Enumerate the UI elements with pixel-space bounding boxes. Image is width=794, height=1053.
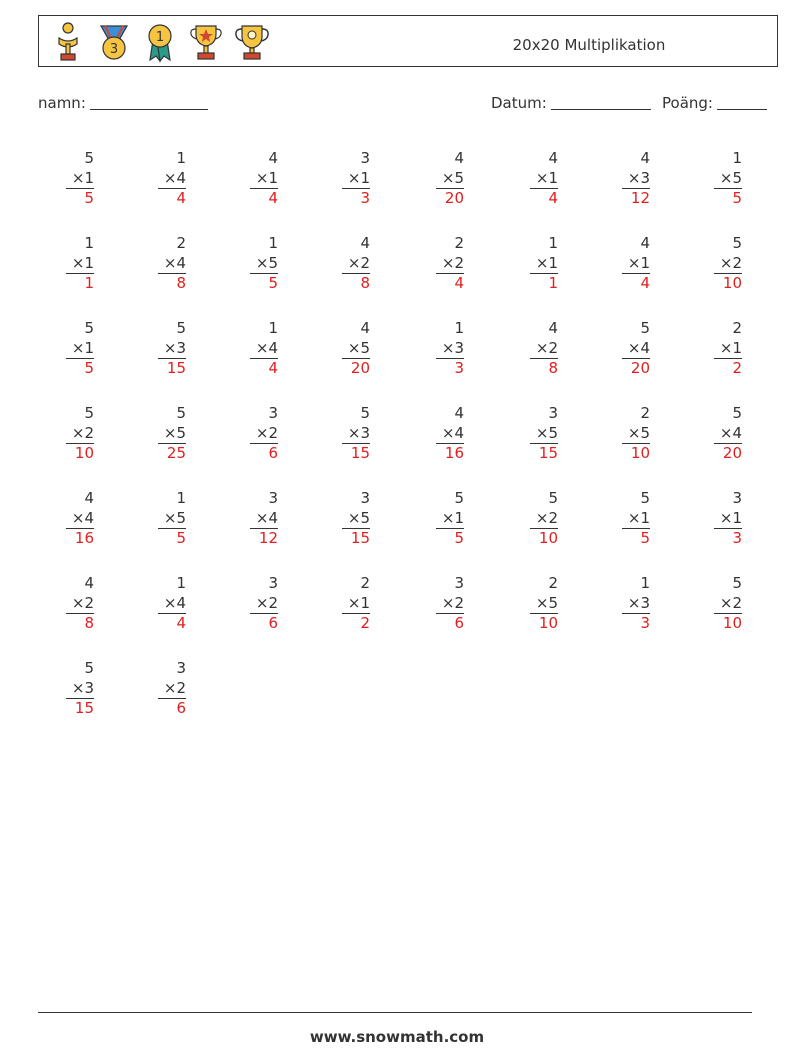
- problem-item: [436, 234, 464, 294]
- problem-multiplicand: 5: [732, 574, 742, 592]
- problem-multiplier: ×5: [163, 508, 186, 527]
- problem-multiplier: ×1: [441, 508, 464, 527]
- problem-item: [250, 319, 278, 379]
- problem-multiplicand: 4: [360, 319, 370, 337]
- problem-multiplier: ×5: [535, 593, 558, 612]
- problem-item: [66, 404, 94, 464]
- problem-item: [66, 234, 94, 294]
- problem-answer: 5: [250, 273, 278, 294]
- problem-item: [530, 234, 558, 294]
- problem-multiplicand: 3: [454, 574, 464, 592]
- problem-multiplicand: 4: [548, 149, 558, 167]
- problem-item: [436, 149, 464, 209]
- problem-multiplier: ×1: [535, 253, 558, 272]
- problem-answer: 10: [530, 528, 558, 549]
- problem-item: [66, 574, 94, 634]
- problem-answer: 1: [66, 273, 94, 294]
- problem-multiplicand: 4: [84, 574, 94, 592]
- problem-multiplicand: 4: [454, 149, 464, 167]
- problem-answer: 20: [342, 358, 370, 379]
- problem-item: [342, 404, 370, 464]
- problem-item: [158, 574, 186, 634]
- problem-item: [622, 149, 650, 209]
- problem-multiplicand: 4: [640, 149, 650, 167]
- problem-multiplier: ×2: [163, 678, 186, 697]
- problem-answer: 6: [250, 443, 278, 464]
- problem-answer: 4: [530, 188, 558, 209]
- problem-answer: 6: [158, 698, 186, 719]
- problem-multiplicand: 1: [732, 149, 742, 167]
- problem-item: [342, 234, 370, 294]
- problem-multiplier: ×4: [163, 593, 186, 612]
- problem-multiplicand: 5: [176, 319, 186, 337]
- problem-item: [714, 574, 742, 634]
- footer-site: www.snowmath.com: [309, 1028, 485, 1046]
- problem-answer: 15: [342, 528, 370, 549]
- problem-multiplicand: 2: [454, 234, 464, 252]
- svg-text:3: 3: [109, 42, 119, 57]
- problem-multiplier: ×2: [255, 423, 278, 442]
- problem-item: [158, 659, 186, 719]
- problem-answer: 25: [158, 443, 186, 464]
- problem-multiplicand: 1: [268, 234, 278, 252]
- problem-item: [622, 234, 650, 294]
- problem-multiplier: ×4: [255, 508, 278, 527]
- name-field: [38, 94, 208, 112]
- problem-item: [714, 319, 742, 379]
- problem-multiplicand: 2: [548, 574, 558, 592]
- problem-multiplier: ×5: [347, 508, 370, 527]
- problem-multiplicand: 5: [360, 404, 370, 422]
- problem-multiplicand: 5: [548, 489, 558, 507]
- problem-multiplicand: 2: [360, 574, 370, 592]
- problem-item: [66, 319, 94, 379]
- problem-answer: 15: [530, 443, 558, 464]
- problem-multiplier: ×2: [441, 253, 464, 272]
- problem-multiplicand: 1: [176, 149, 186, 167]
- problem-multiplier: ×1: [535, 168, 558, 187]
- problem-item: [436, 404, 464, 464]
- problem-multiplicand: 5: [84, 404, 94, 422]
- problem-multiplier: ×2: [535, 508, 558, 527]
- problem-item: [714, 149, 742, 209]
- problem-multiplicand: 1: [548, 234, 558, 252]
- problem-multiplier: ×4: [71, 508, 94, 527]
- problem-multiplicand: 5: [732, 404, 742, 422]
- footer-divider: [38, 1012, 752, 1013]
- problem-multiplicand: 3: [360, 149, 370, 167]
- problem-item: [530, 149, 558, 209]
- problem-item: [530, 319, 558, 379]
- problem-multiplicand: 1: [176, 489, 186, 507]
- problem-multiplier: ×4: [163, 168, 186, 187]
- problem-multiplier: ×4: [627, 338, 650, 357]
- problem-answer: 10: [66, 443, 94, 464]
- problem-answer: 5: [66, 188, 94, 209]
- problem-multiplicand: 5: [640, 489, 650, 507]
- problem-multiplier: ×3: [347, 423, 370, 442]
- problem-multiplicand: 1: [454, 319, 464, 337]
- problem-item: [530, 404, 558, 464]
- problem-item: [436, 489, 464, 549]
- problem-answer: 5: [622, 528, 650, 549]
- problem-multiplier: ×3: [627, 168, 650, 187]
- problem-multiplier: ×4: [163, 253, 186, 272]
- problem-answer: 20: [714, 443, 742, 464]
- problem-item: [342, 489, 370, 549]
- problem-answer: 10: [530, 613, 558, 634]
- problem-answer: 4: [622, 273, 650, 294]
- problem-answer: 6: [436, 613, 464, 634]
- problem-multiplier: ×5: [441, 168, 464, 187]
- date-field: [491, 94, 651, 112]
- problem-answer: 5: [714, 188, 742, 209]
- problem-answer: 16: [436, 443, 464, 464]
- problem-answer: 4: [250, 358, 278, 379]
- problem-answer: 5: [436, 528, 464, 549]
- problem-multiplier: ×5: [163, 423, 186, 442]
- problem-multiplicand: 2: [732, 319, 742, 337]
- problem-item: [342, 574, 370, 634]
- worksheet-title: 20x20 Multiplikation: [512, 36, 666, 54]
- problem-answer: 6: [250, 613, 278, 634]
- problem-multiplier: ×5: [347, 338, 370, 357]
- problem-answer: 12: [250, 528, 278, 549]
- problem-answer: 15: [158, 358, 186, 379]
- problem-multiplier: ×5: [719, 168, 742, 187]
- problem-item: [158, 149, 186, 209]
- problem-multiplier: ×2: [719, 593, 742, 612]
- problem-multiplier: ×5: [255, 253, 278, 272]
- problem-answer: 12: [622, 188, 650, 209]
- problem-answer: 2: [342, 613, 370, 634]
- problem-item: [436, 574, 464, 634]
- problem-multiplier: ×3: [441, 338, 464, 357]
- problem-answer: 8: [530, 358, 558, 379]
- problem-multiplier: ×1: [719, 338, 742, 357]
- problem-multiplicand: 4: [454, 404, 464, 422]
- problem-answer: 3: [342, 188, 370, 209]
- problem-answer: 1: [530, 273, 558, 294]
- problem-answer: 8: [158, 273, 186, 294]
- problem-answer: 4: [158, 613, 186, 634]
- problem-multiplicand: 1: [176, 574, 186, 592]
- problem-multiplier: ×1: [347, 168, 370, 187]
- problem-answer: 8: [342, 273, 370, 294]
- problem-item: [714, 234, 742, 294]
- problem-item: [158, 234, 186, 294]
- problem-multiplier: ×2: [71, 423, 94, 442]
- problem-multiplicand: 2: [640, 404, 650, 422]
- problem-item: [714, 489, 742, 549]
- score-blank[interactable]: [717, 95, 767, 110]
- problem-multiplicand: 3: [268, 489, 278, 507]
- problem-answer: 4: [158, 188, 186, 209]
- problem-answer: 10: [714, 273, 742, 294]
- problem-answer: 15: [66, 698, 94, 719]
- problem-multiplicand: 4: [548, 319, 558, 337]
- problem-item: [436, 319, 464, 379]
- medal-3-icon: [95, 20, 133, 64]
- problem-answer: 5: [66, 358, 94, 379]
- date-label: Datum:: [491, 94, 547, 112]
- problem-answer: 5: [158, 528, 186, 549]
- problem-item: [158, 489, 186, 549]
- problem-answer: 15: [342, 443, 370, 464]
- problem-multiplier: ×1: [347, 593, 370, 612]
- problem-multiplicand: 3: [732, 489, 742, 507]
- medal-1-icon: [141, 20, 179, 64]
- problem-item: [622, 574, 650, 634]
- problem-item: [158, 319, 186, 379]
- problem-multiplicand: 3: [268, 574, 278, 592]
- problem-multiplicand: 5: [732, 234, 742, 252]
- problem-multiplier: ×2: [441, 593, 464, 612]
- problem-item: [714, 404, 742, 464]
- score-label: Poäng:: [662, 94, 713, 112]
- problem-multiplicand: 1: [268, 319, 278, 337]
- problem-multiplier: ×4: [719, 423, 742, 442]
- problem-item: [250, 489, 278, 549]
- problem-multiplier: ×5: [627, 423, 650, 442]
- problem-item: [250, 149, 278, 209]
- problem-multiplier: ×3: [163, 338, 186, 357]
- problem-answer: 4: [250, 188, 278, 209]
- trophy-figure-icon: [49, 20, 87, 64]
- name-blank[interactable]: [90, 95, 208, 110]
- problem-multiplier: ×1: [255, 168, 278, 187]
- problem-item: [250, 574, 278, 634]
- problem-multiplier: ×4: [441, 423, 464, 442]
- problem-item: [622, 319, 650, 379]
- problem-item: [530, 489, 558, 549]
- problem-multiplier: ×5: [535, 423, 558, 442]
- date-blank[interactable]: [551, 95, 651, 110]
- name-label: namn:: [38, 94, 86, 112]
- problem-multiplier: ×1: [71, 253, 94, 272]
- problem-multiplier: ×2: [255, 593, 278, 612]
- problem-multiplier: ×2: [347, 253, 370, 272]
- problem-answer: 16: [66, 528, 94, 549]
- trophy-cup-icon: [233, 20, 271, 64]
- problem-item: [342, 319, 370, 379]
- problem-multiplicand: 5: [176, 404, 186, 422]
- svg-text:1: 1: [155, 30, 165, 45]
- trophy-star-icon: [187, 20, 225, 64]
- problem-multiplicand: 5: [84, 319, 94, 337]
- problem-item: [66, 149, 94, 209]
- problem-item: [66, 659, 94, 719]
- problem-item: [530, 574, 558, 634]
- problem-answer: 3: [622, 613, 650, 634]
- problem-multiplicand: 3: [268, 404, 278, 422]
- problem-multiplier: ×2: [719, 253, 742, 272]
- problem-multiplicand: 5: [84, 659, 94, 677]
- problem-multiplicand: 3: [548, 404, 558, 422]
- problem-answer: 8: [66, 613, 94, 634]
- problem-multiplier: ×2: [71, 593, 94, 612]
- problem-multiplicand: 2: [176, 234, 186, 252]
- problem-answer: 3: [714, 528, 742, 549]
- problem-multiplicand: 1: [84, 234, 94, 252]
- problem-item: [250, 404, 278, 464]
- problem-answer: 10: [622, 443, 650, 464]
- problem-multiplicand: 4: [640, 234, 650, 252]
- problem-answer: 4: [436, 273, 464, 294]
- problem-item: [66, 489, 94, 549]
- problem-answer: 20: [622, 358, 650, 379]
- problem-multiplicand: 1: [640, 574, 650, 592]
- problem-answer: 2: [714, 358, 742, 379]
- problem-item: [622, 489, 650, 549]
- problem-multiplicand: 3: [176, 659, 186, 677]
- problem-multiplicand: 3: [360, 489, 370, 507]
- problem-multiplicand: 4: [84, 489, 94, 507]
- problem-answer: 10: [714, 613, 742, 634]
- score-field: [662, 94, 767, 112]
- worksheet-header: [38, 15, 778, 67]
- problem-multiplicand: 5: [640, 319, 650, 337]
- problem-multiplier: ×1: [627, 253, 650, 272]
- problem-multiplicand: 5: [84, 149, 94, 167]
- problem-item: [250, 234, 278, 294]
- problem-multiplicand: 5: [454, 489, 464, 507]
- problem-answer: 20: [436, 188, 464, 209]
- problem-multiplier: ×1: [71, 168, 94, 187]
- problem-item: [342, 149, 370, 209]
- problem-multiplicand: 4: [360, 234, 370, 252]
- problem-multiplier: ×3: [71, 678, 94, 697]
- problem-item: [158, 404, 186, 464]
- problem-multiplier: ×2: [535, 338, 558, 357]
- problem-item: [622, 404, 650, 464]
- problem-multiplier: ×3: [627, 593, 650, 612]
- problem-multiplier: ×1: [71, 338, 94, 357]
- header-icons: [49, 20, 271, 64]
- problem-multiplier: ×4: [255, 338, 278, 357]
- problem-multiplier: ×1: [719, 508, 742, 527]
- problem-multiplicand: 4: [268, 149, 278, 167]
- problem-answer: 3: [436, 358, 464, 379]
- problem-multiplier: ×1: [627, 508, 650, 527]
